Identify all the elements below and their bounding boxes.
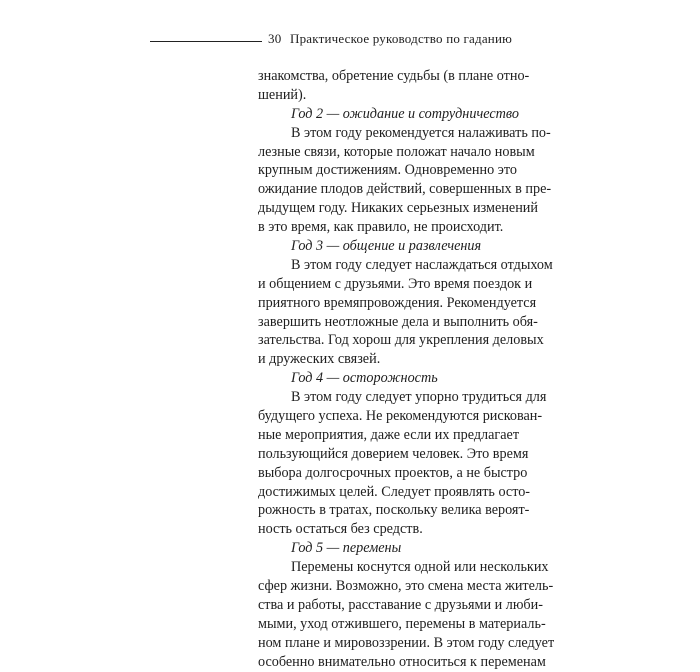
section-heading: Год 4 — осторожность bbox=[291, 370, 438, 387]
page-number: 30 bbox=[268, 31, 282, 46]
section-heading: Год 3 — общение и развлечения bbox=[291, 238, 482, 255]
text-line: в это время, как правило, не происходит. bbox=[258, 219, 504, 236]
text-line: зательства. Год хорош для укрепления деловых bbox=[258, 332, 544, 349]
text-line: ожидание плодов действий, совершенных в пре- bbox=[258, 181, 552, 198]
text-line: особенно внимательно относиться к переменам bbox=[258, 653, 546, 670]
text-line: знакомства, обретение судьбы (в плане отно- bbox=[258, 68, 530, 84]
text-line: Перемены коснутся одной или нескольких bbox=[291, 559, 549, 576]
text-line: ства и работы, расставание с друзьями и люби- bbox=[258, 596, 543, 613]
text-line: рожность в тратах, поскольку велика вероят- bbox=[258, 502, 530, 519]
text-line: будущего успеха. Не рекомендуются рискован- bbox=[258, 408, 543, 425]
header-rule bbox=[150, 41, 262, 42]
text-line: дыдущем году. Никаких серьезных изменений bbox=[258, 200, 538, 217]
text-line: мыми, уход отжившего, перемены в материаль- bbox=[258, 615, 546, 632]
text-line: лезные связи, которые положат начало новым bbox=[258, 143, 535, 160]
text-line: пользующийся доверием человек. Это время bbox=[258, 445, 529, 462]
text-line: крупным достижениям. Одновременно это bbox=[258, 162, 517, 179]
text-line: приятного времяпровождения. Рекомендуется bbox=[258, 294, 537, 311]
text-line: достижимых целей. Следует проявлять осто- bbox=[258, 483, 531, 500]
text-line: сфер жизни. Возможно, это смена места житель- bbox=[258, 578, 554, 595]
text-line: и общением с друзьями. Это время поездок и bbox=[258, 275, 533, 292]
text-line: В этом году следует упорно трудиться для bbox=[291, 389, 547, 406]
text-line: завершить неотложные дела и выполнить обя- bbox=[258, 313, 538, 330]
text-line: выбора долгосрочных проектов, а не быстро bbox=[258, 464, 528, 481]
running-title: Практическое руководство по гаданию bbox=[290, 31, 513, 46]
text-line: и дружеских связей. bbox=[258, 351, 381, 368]
text-line: В этом году следует наслаждаться отдыхом bbox=[291, 256, 553, 273]
section-heading: Год 5 — перемены bbox=[291, 540, 402, 557]
text-line: ном плане и мировоззрении. В этом году следует bbox=[258, 634, 555, 651]
text-line: шений). bbox=[258, 86, 307, 103]
text-line: ные мероприятия, даже если их предлагает bbox=[258, 426, 520, 443]
body-text bbox=[258, 67, 555, 672]
section-heading: Год 2 — ожидание и сотрудничество bbox=[291, 105, 519, 122]
text-line: ность остаться без средств. bbox=[258, 521, 423, 538]
text-line: В этом году рекомендуется налаживать по- bbox=[291, 124, 551, 141]
